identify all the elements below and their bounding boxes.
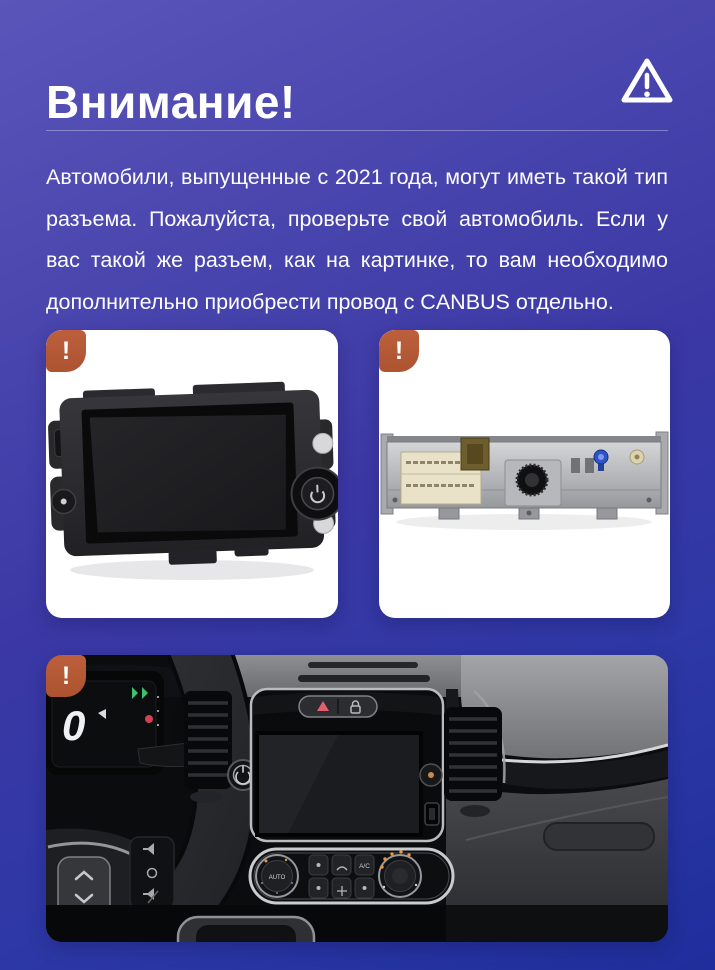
- ac-button-label: A/C: [359, 863, 370, 870]
- photo-card-head-unit-rear: [379, 330, 670, 618]
- head-unit-front-illustration: [46, 330, 338, 618]
- head-unit-body: [47, 380, 338, 569]
- notice-line: дополнительно приобрести провод с CANBUS отдельно.: [46, 289, 614, 314]
- center-stack: [251, 689, 443, 841]
- page-title: Внимание!: [46, 75, 296, 128]
- photo-card-dashboard: [46, 655, 668, 942]
- warning-triangle-icon: [620, 56, 674, 106]
- exclamation-label: !: [61, 336, 71, 365]
- beige-round-connector: [630, 450, 644, 464]
- gear-console: [178, 917, 314, 942]
- left-air-vent: [184, 691, 232, 803]
- camera-knob: [505, 460, 561, 506]
- glovebox-recess: [544, 823, 654, 850]
- header-divider: [46, 130, 668, 131]
- head-unit-rear-illustration: [379, 330, 670, 618]
- auto-knob-label: AUTO: [268, 875, 286, 881]
- notice-line: разъема. Пожалуйста, проверьте свой автомобиль. Если у: [46, 206, 668, 231]
- climate-panel: [250, 849, 453, 903]
- port-slot: [571, 458, 580, 473]
- notice-line: Автомобили, выпущенные с 2021 года, могут иметь такой тип: [46, 165, 668, 189]
- alert-badge: [379, 330, 419, 372]
- dashboard-illustration: [46, 655, 668, 942]
- port-slot: [585, 458, 594, 473]
- photo-card-head-unit-front: [46, 330, 338, 618]
- notice-text: [46, 157, 668, 323]
- exclamation-label: !: [61, 661, 71, 690]
- media-control-stalk: [130, 837, 174, 909]
- head-unit-screen: [90, 411, 290, 537]
- auto-knob: [256, 855, 298, 897]
- brown-connector: [461, 438, 489, 470]
- right-air-vent: [444, 707, 502, 817]
- cluster-speed-digit: 0: [62, 702, 86, 749]
- exclamation-label: !: [394, 336, 404, 365]
- alert-badge: [46, 330, 86, 372]
- alert-badge: [46, 655, 86, 697]
- notice-line: вас такой же разъем, как на картинке, то вам необходимо: [46, 248, 668, 272]
